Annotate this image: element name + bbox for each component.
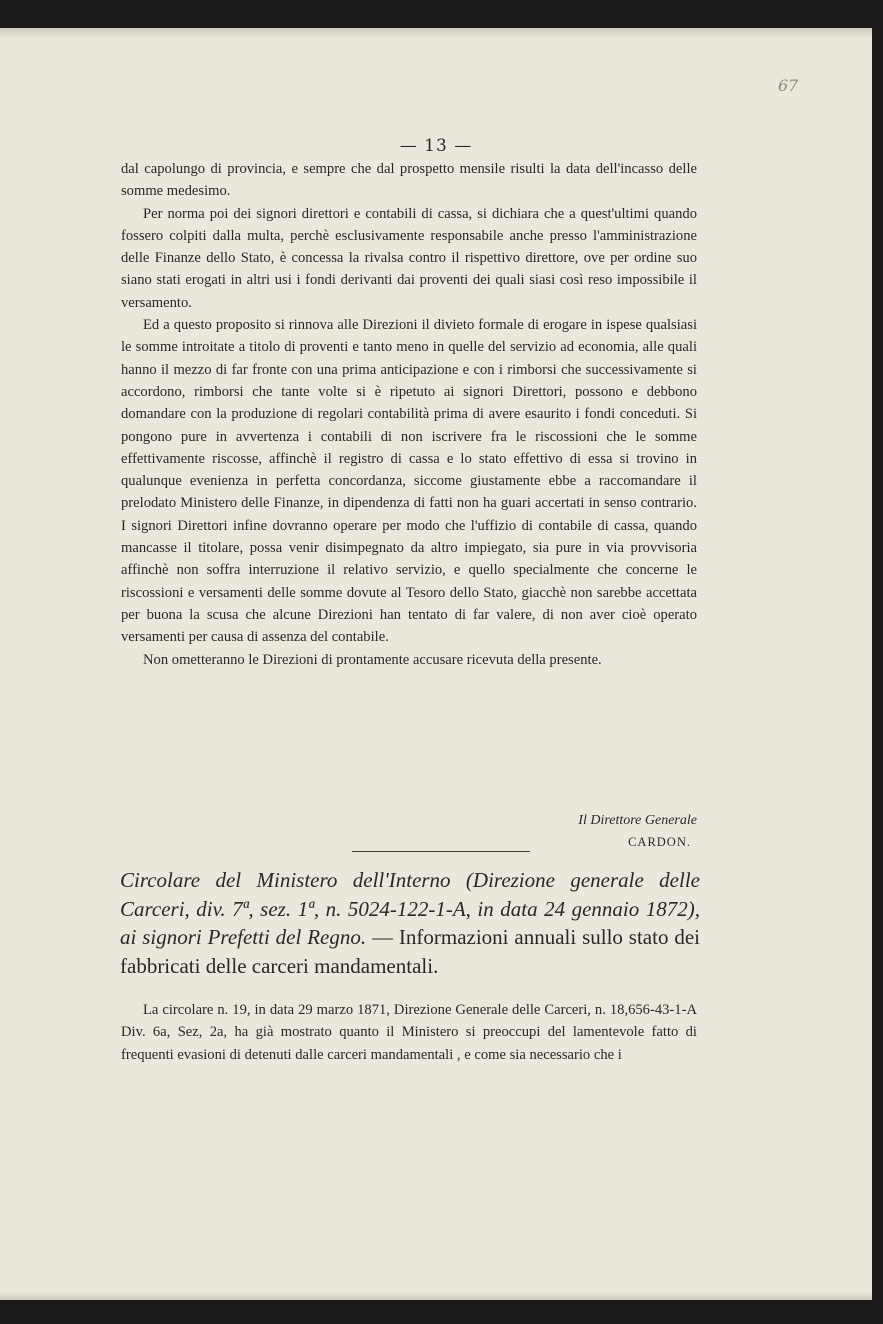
page-number: — 13 —: [399, 136, 473, 156]
page-top-edge: [0, 28, 872, 38]
circular-heading: [120, 866, 700, 980]
circular-heading-italic: Circolare del Ministero dell'Interno (Direzione generale delle Carceri, div. 7ª, sez. 1ª, n. 5024-122-1-A, in data 24 gennaio 1872), ai signori Prefetti del Regno.: [120, 868, 700, 949]
paragraph: La circolare n. 19, in data 29 marzo 1871, Direzione Generale delle Carceri, n. 18,656-43-1-A Div. 6a, Sez, 2a, ha già mostrato quanto il Ministero si preoccupi del lamentevole fatto di frequenti evasioni di detenuti dalle carceri mandamentali , e come sia necessario che i: [121, 1002, 697, 1063]
paragraph: Non ometteranno le Direzioni di prontamente accusare ricevuta della presente.: [143, 651, 602, 668]
paragraph: dal capolungo di provincia, e sempre che dal prospetto mensile risulti la data dell'incasso delle somme medesimo.: [121, 161, 697, 200]
signature-block: [578, 810, 697, 852]
document-page: [0, 28, 872, 1300]
circular-heading-subject: — Informazioni annuali sullo stato dei fabbricati delle carceri mandamentali.: [120, 925, 700, 978]
circular-body: [121, 999, 697, 1066]
handwritten-page-note: 67: [778, 76, 799, 95]
page-bottom-edge: [0, 1292, 872, 1300]
signature-role: Il Direttore Generale: [578, 813, 697, 828]
letter-body: [121, 158, 697, 671]
section-divider: [352, 851, 530, 852]
signature-name: CARDON.: [628, 835, 691, 849]
paragraph: Ed a questo proposito si rinnova alle Direzioni il divieto formale di erogare in ispese qualsiasi le somme introitate a titolo di proventi e tanto meno in quelle del servizio ad economia, alle quali hanno il mezzo di far fronte con una prima anticipazione e con i rimborsi che successivamente si accordono, rimborsi che tante volte si è ripetuto ai signori Direttori, possono e debbono domandare con la produzione di regolari contabilità prima di avere esaurito i fondi conceduti. Si pongono pure in avvertenza i contabili di non iscrivere fra le riscossioni che le somme effettivamente riscosse, affinchè il registro di cassa e lo stato effettivo di essa si trovino in qualunque evenienza in perfetta concordanza, siccome giustamente ebbe a raccomandare il prelodato Ministero delle Finanze, in dipendenza di fatti non ha guari accertati in senso contrario. I signori Direttori infine dovranno operare per modo che l'uffizio di contabile di cassa, quando mancasse il titolare, possa venir disimpegnato da altro impiegato, sia pure in via provvisoria affinchè non soffra interruzione il relativo servizio, e quello specialmente che concerne le riscossioni e versamenti delle somme dovute al Tesoro dello Stato, giacchè non sarebbe accettata per buona la scusa che alcune Direzioni han tentato di far valere, di non aver cioè operato versamenti per causa di assenza del contabile.: [121, 317, 697, 646]
paragraph: Per norma poi dei signori direttori e contabili di cassa, si dichiara che a quest'ultimi quando fossero colpiti dalla multa, perchè esclusivamente responsabile anche presso l'amministrazione delle Finanze dello Stato, è concessa la rivalsa contro il rispettivo direttore, ove per ordine suo siano stati erogati in altri usi i fondi derivanti dai proventi dei quali siasi così reso impossibile il versamento.: [121, 205, 697, 311]
